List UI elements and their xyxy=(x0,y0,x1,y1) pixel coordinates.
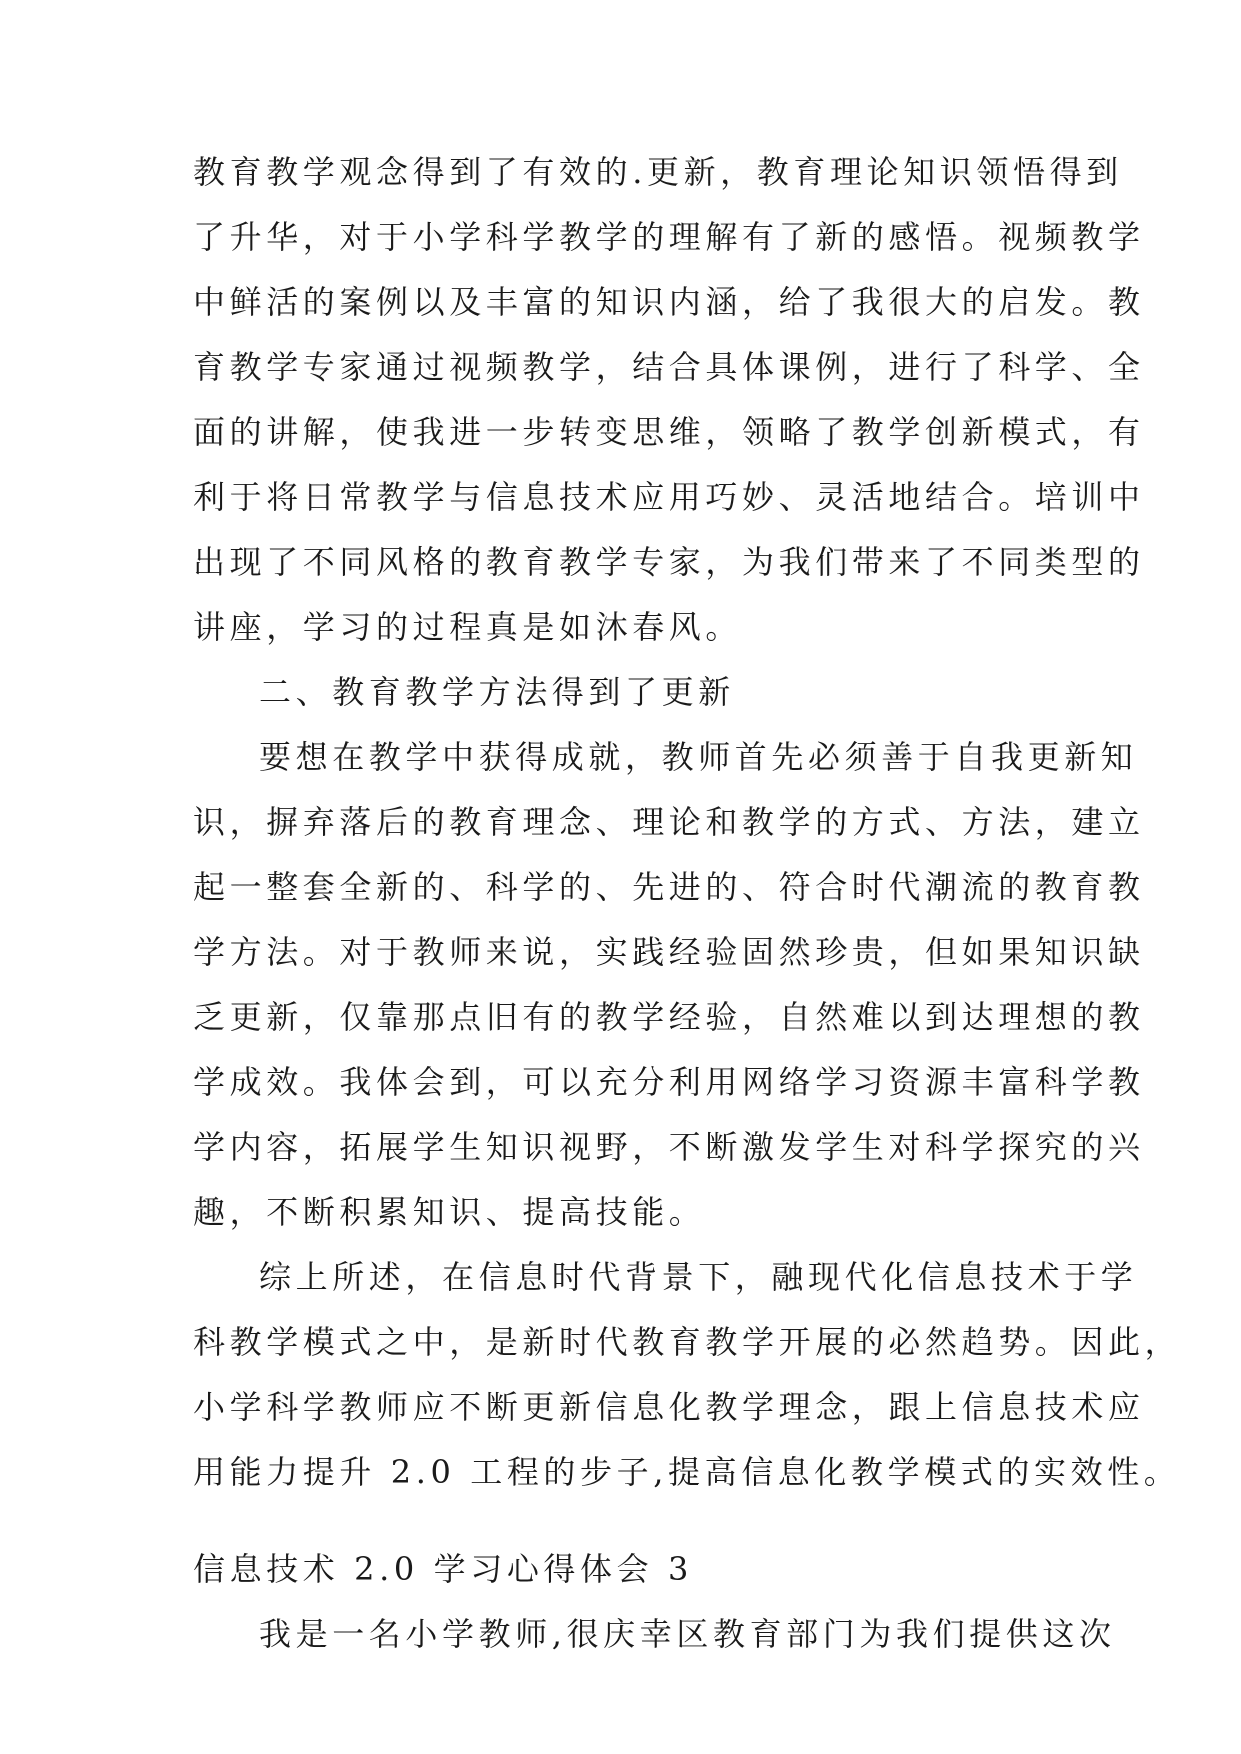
paragraph-line: 我是一名小学教师,很庆幸区教育部门为我们提供这次 xyxy=(259,1615,1116,1653)
paragraph-line: 出现了不同风格的教育教学专家，为我们带来了不同类型的 xyxy=(193,543,1145,581)
paragraph-line: 了升华，对于小学科学教学的理解有了新的感悟。视频教学 xyxy=(193,218,1145,256)
paragraph-line: 综上所述，在信息时代背景下，融现代化信息技术于学 xyxy=(259,1258,1138,1296)
paragraph-line: 要想在教学中获得成就，教师首先必须善于自我更新知 xyxy=(259,738,1138,776)
paragraph-line: 中鲜活的案例以及丰富的知识内涵，给了我很大的启发。教 xyxy=(193,283,1145,321)
paragraph-line: 乏更新，仅靠那点旧有的教学经验，自然难以到达理想的教 xyxy=(193,998,1145,1036)
paragraph-line: 学内容，拓展学生知识视野，不断激发学生对科学探究的兴 xyxy=(193,1128,1145,1166)
document-page xyxy=(193,140,1182,1667)
paragraph-line: 用能力提升 2.0 工程的步子,提高信息化教学模式的实效性。 xyxy=(193,1453,1181,1491)
paragraph-line: 趣，不断积累知识、提高技能。 xyxy=(193,1193,706,1231)
paragraph-line: 识，摒弃落后的教育理念、理论和教学的方式、方法，建立 xyxy=(193,803,1145,841)
paragraph-line: 育教学专家通过视频教学，结合具体课例，进行了科学、全 xyxy=(193,348,1145,386)
paragraph-line: 学方法。对于教师来说，实践经验固然珍贵，但如果知识缺 xyxy=(193,933,1145,971)
section-heading: 二、教育教学方法得到了更新 xyxy=(259,673,735,711)
paragraph-line: 科教学模式之中，是新时代教育教学开展的必然趋势。因此， xyxy=(193,1323,1182,1361)
paragraph-line: 起一整套全新的、科学的、先进的、符合时代潮流的教育教 xyxy=(193,868,1145,906)
paragraph-line: 教育教学观念得到了有效的.更新，教育理论知识领悟得到 xyxy=(193,153,1123,191)
paragraph-line: 面的讲解，使我进一步转变思维，领略了教学创新模式，有 xyxy=(193,413,1145,451)
section-title: 信息技术 2.0 学习心得体会 3 xyxy=(193,1550,693,1588)
paragraph-line: 学成效。我体会到，可以充分利用网络学习资源丰富科学教 xyxy=(193,1063,1145,1101)
paragraph-line: 小学科学教师应不断更新信息化教学理念，跟上信息技术应 xyxy=(193,1388,1145,1426)
paragraph-line: 利于将日常教学与信息技术应用巧妙、灵活地结合。培训中 xyxy=(193,478,1145,516)
paragraph-line: 讲座，学习的过程真是如沐春风。 xyxy=(193,608,743,646)
